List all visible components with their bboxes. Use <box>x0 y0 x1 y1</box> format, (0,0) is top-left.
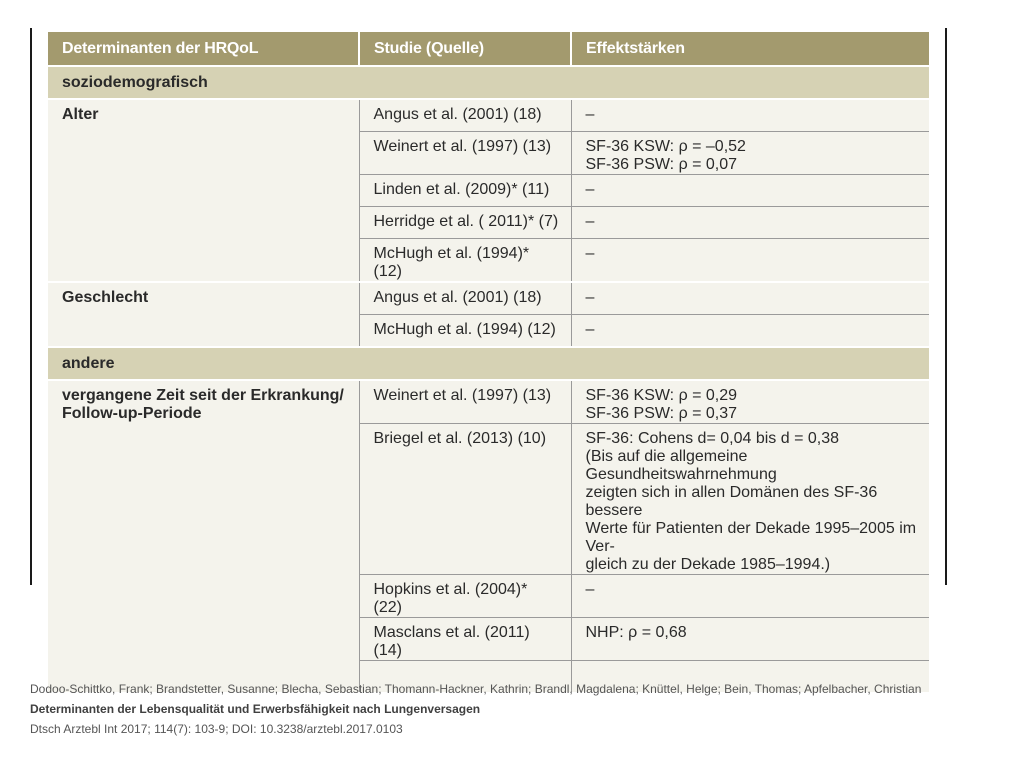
table-row <box>48 282 929 315</box>
study-cell: McHugh et al. (1994)* (12) <box>359 239 571 283</box>
effect-cell <box>571 424 929 575</box>
header-row <box>48 32 929 66</box>
study-cell: Hopkins et al. (2004)* (22) <box>359 575 571 618</box>
study-cell: Weinert et al. (1997) (13) <box>359 132 571 175</box>
determinant-cell: Geschlecht <box>48 282 359 347</box>
effect-line: Werte für Patienten der Dekade 1995–2005 im Ver- <box>585 520 917 555</box>
effect-line: – <box>585 245 595 262</box>
effect-line: – <box>585 181 595 198</box>
effect-line: NHP: ρ = 0,68 <box>585 624 687 641</box>
study-cell: McHugh et al. (1994) (12) <box>359 315 571 348</box>
caption-citation: Dtsch Arztebl Int 2017; 114(7): 103-9; DOI: 10.3238/arztebl.2017.0103 <box>30 722 403 736</box>
table-row <box>48 380 929 424</box>
effect-cell <box>571 282 929 315</box>
effect-cell <box>571 575 929 618</box>
study-cell: Angus et al. (2001) (18) <box>359 282 571 315</box>
effect-cell <box>571 315 929 348</box>
study-cell: Angus et al. (2001) (18) <box>359 99 571 132</box>
effect-cell <box>571 380 929 424</box>
group-row <box>48 66 929 99</box>
study-cell: Herridge et al. ( 2011)* (7) <box>359 207 571 239</box>
study-cell: Linden et al. (2009)* (11) <box>359 175 571 207</box>
effect-line: – <box>585 106 595 123</box>
determinants-table <box>48 32 929 692</box>
caption-title: Determinanten der Lebensqualität und Erwerbsfähigkeit nach Lungenversagen <box>30 702 481 716</box>
study-cell: Masclans et al. (2011) (14) <box>359 618 571 661</box>
frame-left-rule <box>30 28 32 585</box>
figure-caption <box>30 679 921 739</box>
determinant-cell: vergangene Zeit seit der Erkrankung/ Follow-up-Periode <box>48 380 359 692</box>
group-row <box>48 347 929 380</box>
determinant-cell: Alter <box>48 99 359 282</box>
effect-line: zeigten sich in allen Domänen des SF-36 bessere <box>585 484 878 519</box>
column-header-effect: Effektstärken <box>571 32 929 66</box>
effect-line: SF-36 PSW: ρ = 0,07 <box>585 156 738 173</box>
effect-line: SF-36 KSW: ρ = 0,29 <box>585 387 738 404</box>
table-row <box>48 99 929 132</box>
caption-authors: Dodoo-Schittko, Frank; Brandstetter, Susanne; Blecha, Sebastian; Thomann-Hackner, Kathrin; Brandl, Magdalena; Knüttel, Helge; Bein, Thomas; Apfelbacher, Christian <box>30 682 922 696</box>
group-label: andere <box>48 347 929 380</box>
effect-cell <box>571 175 929 207</box>
effect-line: – <box>585 213 595 230</box>
effect-line: SF-36 KSW: ρ = –0,52 <box>585 138 746 155</box>
column-header-determinant: Determinanten der HRQoL <box>48 32 359 66</box>
column-header-study: Studie (Quelle) <box>359 32 571 66</box>
frame-right-rule <box>945 28 947 585</box>
effect-cell <box>571 207 929 239</box>
effect-line: – <box>585 581 595 598</box>
group-label: soziodemografisch <box>48 66 929 99</box>
effect-cell <box>571 239 929 283</box>
table-body <box>48 66 929 692</box>
effect-line: (Bis auf die allgemeine Gesundheitswahrnehmung <box>585 448 777 483</box>
effect-line: – <box>585 321 595 338</box>
study-cell: Weinert et al. (1997) (13) <box>359 380 571 424</box>
effect-line: SF-36: Cohens d= 0,04 bis d = 0,38 <box>585 430 839 447</box>
effect-line: – <box>585 289 595 306</box>
effect-cell <box>571 99 929 132</box>
effect-line: gleich zu der Dekade 1985–1994.) <box>585 556 831 573</box>
effect-cell <box>571 618 929 661</box>
effect-line: SF-36 PSW: ρ = 0,37 <box>585 405 738 422</box>
study-cell: Briegel et al. (2013) (10) <box>359 424 571 575</box>
table-container <box>48 32 929 659</box>
effect-cell <box>571 132 929 175</box>
